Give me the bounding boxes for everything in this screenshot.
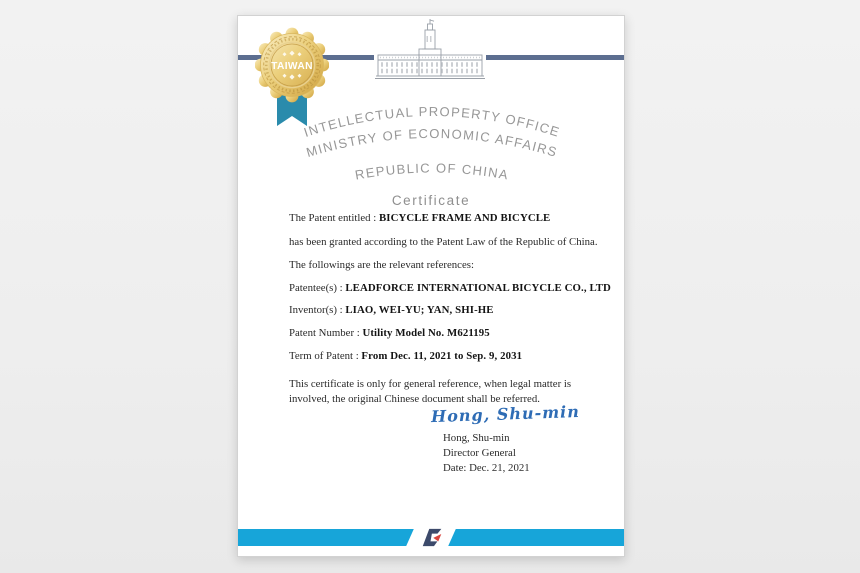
patent-title-value: BICYCLE FRAME AND BICYCLE [378,212,551,224]
field-patent-number-label: Patent Number : [289,327,360,339]
field-patent-number [289,327,490,339]
leadforce-logo-icon [419,528,445,547]
references-line: The followings are the relevant references: [289,259,474,271]
certificate-title: Certificate [391,193,471,208]
svg-text:MINISTRY OF ECONOMIC AFFAIRS [305,126,560,160]
signature-handwriting: Hong, Shu-min [430,401,581,427]
patent-title-label: The Patent entitled : [289,212,377,224]
medal-label: TAIWAN [271,61,313,72]
svg-text:REPUBLIC OF CHINA [354,160,510,182]
field-inventor [289,304,494,316]
field-term [289,350,522,362]
certificate-page [237,15,625,557]
signer-title: Director General [443,447,516,459]
disclaimer-text: This certificate is only for general reference, when legal matter is involved, the original Chinese document shall be referred. [289,378,572,405]
field-patentee-label: Patentee(s) : [289,282,343,294]
field-patent-number-value: Utility Model No. M621195 [362,327,490,339]
presidential-office-building-icon [374,18,486,80]
field-patentee-value: LEADFORCE INTERNATIONAL BICYCLE CO., LTD [345,282,611,294]
arched-line-2: MINISTRY OF ECONOMIC AFFAIRS [304,125,560,161]
field-inventor-value: LIAO, WEI-YU; YAN, SHI-HE [345,304,494,316]
field-patentee [289,282,611,294]
field-term-label: Term of Patent : [289,350,359,362]
field-inventor-label: Inventor(s) : [289,304,343,316]
arched-line-3: REPUBLIC OF CHINA [353,160,511,183]
arched-line-1: INTELLECTUAL PROPERTY OFFICE [301,103,563,140]
patent-title-line [289,212,550,224]
signer-name: Hong, Shu-min [443,432,510,444]
signature-date: Date: Dec. 21, 2021 [443,462,530,474]
footer-band [238,529,624,546]
field-term-value: From Dec. 11, 2021 to Sep. 9, 2031 [361,350,523,362]
granted-line: has been granted according to the Patent Law of the Republic of China. [289,236,598,248]
